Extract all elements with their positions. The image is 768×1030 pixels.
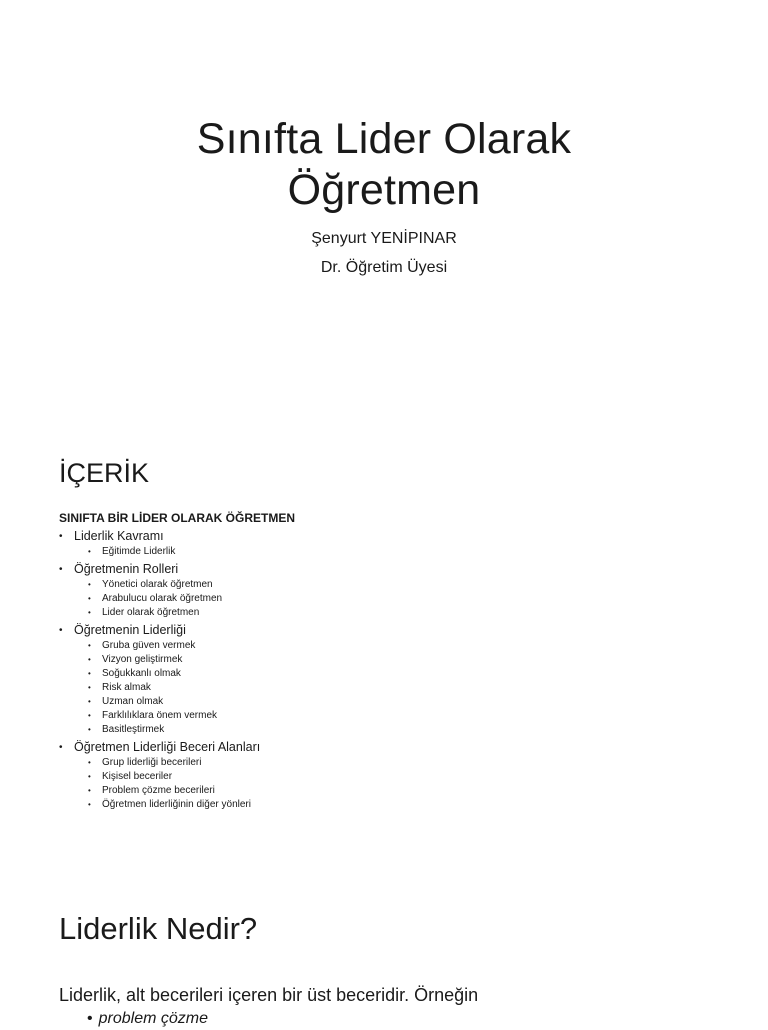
contents-subitem: • Vizyon geliştirmek — [74, 653, 709, 667]
contents-subitem: • Eğitimde Liderlik — [74, 545, 709, 559]
contents-section-label: Öğretmen Liderliği Beceri Alanları — [74, 740, 261, 754]
contents-sublist — [74, 545, 709, 559]
contents-subitem: • Kişisel beceriler — [74, 770, 709, 784]
presentation-title — [0, 114, 768, 216]
author-name: Şenyurt YENİPINAR — [311, 230, 457, 247]
contents-subitem: • Lider olarak öğretmen — [74, 606, 709, 620]
contents-subitem: • Problem çözme becerileri — [74, 784, 709, 798]
contents-section-label: Öğretmenin Liderliği — [74, 623, 186, 637]
contents-section — [59, 562, 709, 620]
leadership-slide — [0, 870, 768, 1027]
contents-subitem: • Yönetici olarak öğretmen — [74, 578, 709, 592]
contents-sublist — [74, 639, 709, 737]
title-line-1: Sınıfta Lider Olarak — [196, 115, 572, 163]
contents-slide — [0, 430, 768, 870]
contents-subitem: • Soğukkanlı olmak — [74, 667, 709, 681]
contents-heading: SINIFTA BİR LİDER OLARAK ÖĞRETMEN — [59, 511, 295, 525]
contents-subitem: • Farklılıklara önem vermek — [74, 709, 709, 723]
contents-section — [59, 529, 709, 559]
author-title: Dr. Öğretim Üyesi — [320, 259, 448, 276]
contents-list — [59, 529, 709, 812]
slide-body-text: Liderlik, alt becerileri içeren bir üst beceridir. Örneğin — [59, 985, 479, 1005]
contents-subitem: • Basitleştirmek — [74, 723, 709, 737]
title-slide — [0, 0, 768, 430]
contents-subitem: • Uzman olmak — [74, 695, 709, 709]
contents-subitem: • Öğretmen liderliğinin diğer yönleri — [74, 798, 709, 812]
contents-section-label: Liderlik Kavramı — [74, 529, 164, 543]
contents-subitem: • Gruba güven vermek — [74, 639, 709, 653]
slide-title: Liderlik Nedir? — [59, 911, 258, 946]
contents-section-label: Öğretmenin Rolleri — [74, 562, 179, 576]
list-item-label: problem çözme — [98, 1010, 208, 1027]
contents-subitem: • Arabulucu olarak öğretmen — [74, 592, 709, 606]
title-line-2: Öğretmen — [287, 166, 481, 214]
contents-section — [59, 740, 709, 812]
contents-title: İÇERİK — [59, 458, 150, 488]
contents-section — [59, 623, 709, 737]
contents-sublist — [74, 578, 709, 620]
contents-sublist — [74, 756, 709, 812]
list-item — [87, 1008, 208, 1030]
contents-subitem: • Grup liderliği becerileri — [74, 756, 709, 770]
contents-subitem: • Risk almak — [74, 681, 709, 695]
